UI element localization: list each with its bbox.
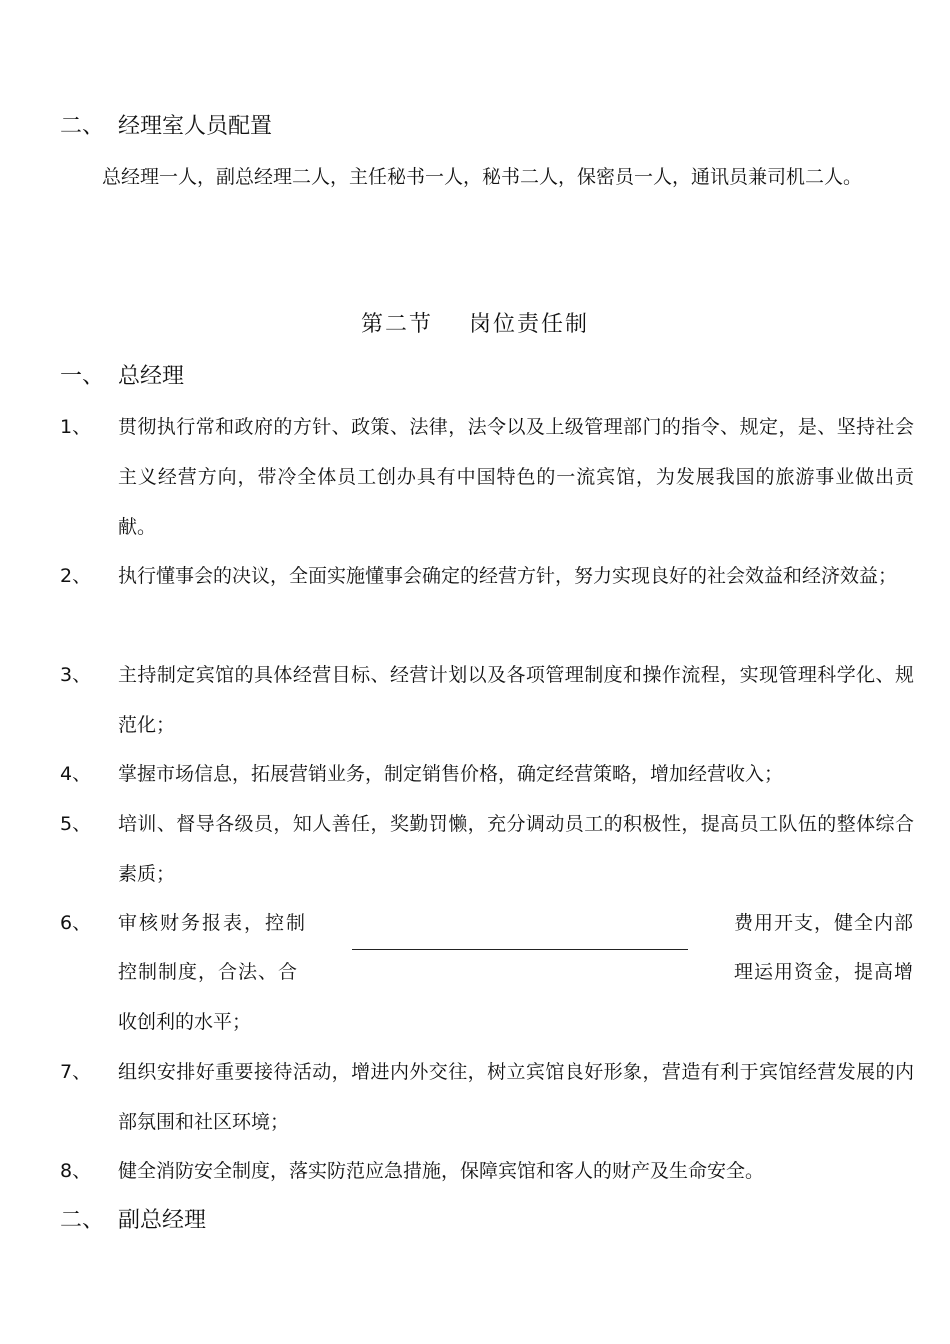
item-text: 主持制定宾馆的具体经营目标、经营计划以及各项管理制度和操作流程，实现管理科学化、规范化；	[118, 664, 914, 736]
dgm-heading	[60, 1206, 206, 1236]
section-number: 第二节	[360, 312, 433, 337]
heading-title: 经理室人员配置	[118, 114, 273, 139]
item-text: 培训、督导各级员，知人善任，奖勤罚懒，充分调动员工的积极性，提高员工队伍的整体综合素质；	[118, 813, 914, 885]
item-number: 6、	[60, 912, 92, 934]
item-number: 2、	[60, 565, 92, 587]
item-text: 贯彻执行常和政府的方针、政策、法律，法令以及上级管理部门的指令、规定，是、坚持社会主义经营方向，带冷全体员工创办具有中国特色的一流宾馆，为发展我国的旅游事业做出贡献。	[118, 416, 914, 538]
fill-in-blank-line	[352, 949, 688, 950]
item-text: 健全消防安全制度，落实防范应急措施，保障宾馆和客人的财产及生命安全。	[118, 1160, 765, 1182]
staffing-paragraph: 总经理一人，副总经理二人，主任秘书一人，秘书二人，保密员一人，通讯员兼司机二人。	[102, 166, 863, 188]
item-number: 8、	[60, 1160, 92, 1182]
staffing-heading	[60, 112, 272, 142]
item-number: 1、	[60, 416, 92, 438]
section-title	[0, 308, 950, 342]
item-number: 7、	[60, 1061, 92, 1083]
gm-heading	[60, 362, 184, 392]
heading-number: 二、	[60, 114, 105, 139]
item-text-fragment: 审核财务报表，控制	[118, 912, 308, 934]
item-text: 组织安排好重要接待活动，增进内外交往，树立宾馆良好形象，营造有利于宾馆经营发展的内部氛围和社区环境；	[118, 1061, 914, 1133]
item-text-fragment: 控制制度，合法、合	[118, 961, 299, 983]
heading-title: 总经理	[118, 364, 185, 389]
heading-number: 一、	[60, 364, 105, 389]
item-text-fragment: 费用开支，健全内部	[733, 912, 914, 934]
heading-title: 副总经理	[118, 1208, 207, 1233]
item-text: 执行懂事会的决议，全面实施懂事会确定的经营方针，努力实现良好的社会效益和经济效益；	[118, 565, 898, 587]
section-name: 岗位责任制	[469, 312, 590, 337]
item-number: 4、	[60, 763, 92, 785]
item-text-fragment: 收创利的水平；	[118, 1011, 252, 1033]
item-text: 掌握市场信息，拓展营销业务，制定销售价格，确定经营策略，增加经营收入；	[118, 763, 784, 785]
heading-number: 二、	[60, 1208, 105, 1233]
item-number: 3、	[60, 664, 92, 686]
item-text-fragment: 理运用资金，提高增	[733, 961, 914, 983]
item-number: 5、	[60, 813, 92, 835]
